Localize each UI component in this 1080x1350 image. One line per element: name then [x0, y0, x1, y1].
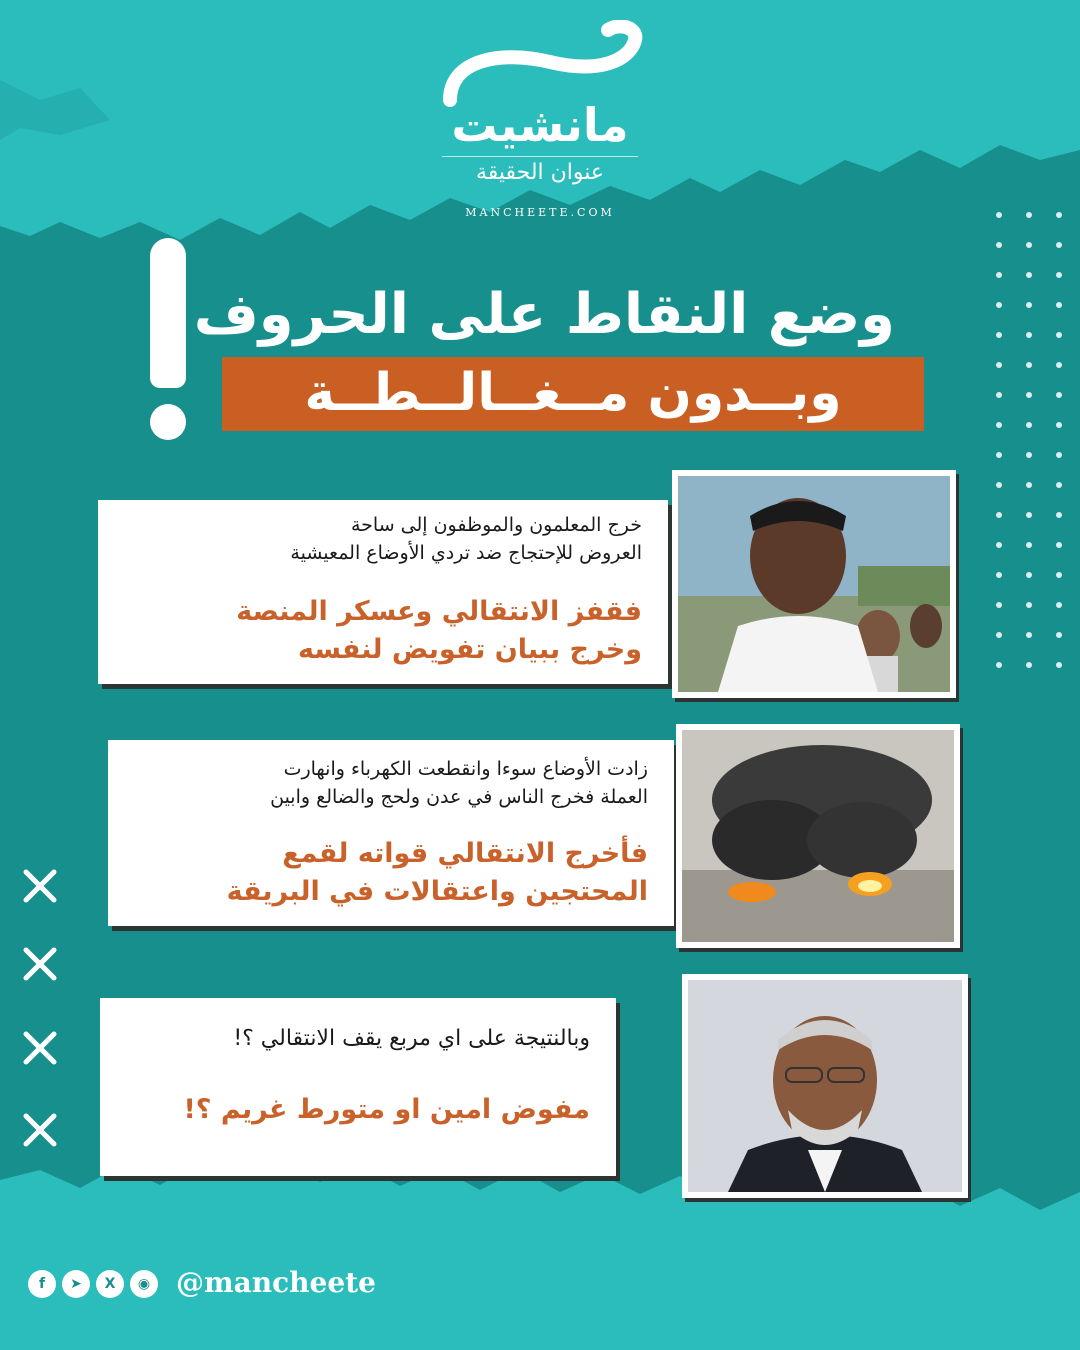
grid-dot [996, 482, 1002, 488]
facebook-icon[interactable]: f [28, 1270, 56, 1298]
card3-text-line1: وبالنتيجة على اي مربع يقف الانتقالي ؟! [233, 1026, 590, 1051]
headline-banner [222, 357, 924, 431]
grid-dot [1026, 422, 1032, 428]
grid-dot [1026, 632, 1032, 638]
card1-text-line2: العروض للإحتجاج ضد تردي الأوضاع المعيشية [290, 542, 642, 564]
grid-dot [996, 512, 1002, 518]
brand-name: مانشيت [451, 98, 629, 152]
grid-dot [1056, 272, 1062, 278]
card2-text-line1: زادت الأوضاع سوءا وانقطعت الكهرباء وانهارت [283, 758, 648, 780]
grid-dot [1056, 302, 1062, 308]
grid-dot [996, 632, 1002, 638]
grid-dot [1056, 572, 1062, 578]
grid-dot [1056, 452, 1062, 458]
grid-dot [1056, 482, 1062, 488]
social-handle[interactable]: @mancheete [176, 1266, 376, 1299]
brand-tagline: عنوان الحقيقة [475, 160, 605, 185]
social-icons [28, 1270, 158, 1298]
grid-dot [996, 272, 1002, 278]
card1-text-line1: خرج المعلمون والموظفون إلى ساحة [350, 514, 642, 536]
rss-icon[interactable]: ◉ [130, 1270, 158, 1298]
grid-dot [996, 602, 1002, 608]
grid-dot [996, 452, 1002, 458]
brand-logo [430, 20, 650, 219]
grid-dot [996, 332, 1002, 338]
x-mark-icon [20, 1028, 60, 1068]
info-card-3 [100, 998, 616, 1176]
grid-dot [996, 392, 1002, 398]
grid-dot [1026, 242, 1032, 248]
photo-burning-tires [676, 724, 960, 948]
card3-highlight-line1: مفوض امين او متورط غريم ؟! [183, 1094, 590, 1125]
logo-swoosh-icon [430, 20, 650, 110]
grid-dot [996, 242, 1002, 248]
grid-dot [1056, 662, 1062, 668]
grid-dot [1056, 632, 1062, 638]
card2-highlight-line2: المحتجين واعتقالات في البريقة [226, 876, 648, 907]
grid-dot [1056, 422, 1062, 428]
grid-dot [996, 662, 1002, 668]
x-mark-icon [20, 944, 60, 984]
card2-highlight-line1: فأخرج الانتقالي قواته لقمع [282, 838, 648, 869]
grid-dot [1026, 362, 1032, 368]
grid-dot [1056, 602, 1062, 608]
x-mark-icon [20, 866, 60, 906]
grid-dot [1026, 602, 1032, 608]
telegram-icon[interactable]: ➤ [62, 1270, 90, 1298]
x-mark-icon [20, 1110, 60, 1150]
exclamation-dot [150, 404, 186, 440]
grid-dot [1026, 662, 1032, 668]
grid-dot [1026, 272, 1032, 278]
grid-dot [996, 302, 1002, 308]
grid-dot [1026, 392, 1032, 398]
grid-dot [1056, 542, 1062, 548]
grid-dot [996, 422, 1002, 428]
grid-dot [996, 362, 1002, 368]
card1-highlight-line2: وخرج ببيان تفويض لنفسه [298, 634, 642, 665]
photo-official [682, 974, 968, 1198]
headline-line1: وضع النقاط على الحروف [193, 282, 895, 347]
brand-url: MANCHEETE.COM [465, 206, 615, 219]
grid-dot [1026, 512, 1032, 518]
x-icon[interactable]: X [96, 1270, 124, 1298]
grid-dot [1026, 542, 1032, 548]
grid-dot [1056, 512, 1062, 518]
info-card-2 [108, 740, 674, 926]
grid-dot [1026, 452, 1032, 458]
exclamation-bar [150, 238, 186, 388]
grid-dot [996, 572, 1002, 578]
headline-line2: وبــدون مــغــالــطــة [304, 363, 842, 423]
info-card-1 [98, 500, 668, 684]
photo-protester [672, 470, 956, 698]
grid-dot [996, 542, 1002, 548]
grid-dot [1026, 332, 1032, 338]
grid-dot [1026, 482, 1032, 488]
grid-dot [1056, 212, 1062, 218]
logo-divider [442, 156, 638, 157]
grid-dot [1056, 242, 1062, 248]
card2-text-line2: العملة فخرج الناس في عدن ولحج والضالع وابين [270, 786, 648, 808]
grid-dot [996, 212, 1002, 218]
grid-dot [1026, 212, 1032, 218]
grid-dot [1026, 572, 1032, 578]
grid-dot [1056, 362, 1062, 368]
card1-highlight-line1: فقفز الانتقالي وعسكر المنصة [236, 596, 642, 627]
grid-dot [1026, 302, 1032, 308]
grid-dot [1056, 392, 1062, 398]
grid-dot [1056, 332, 1062, 338]
